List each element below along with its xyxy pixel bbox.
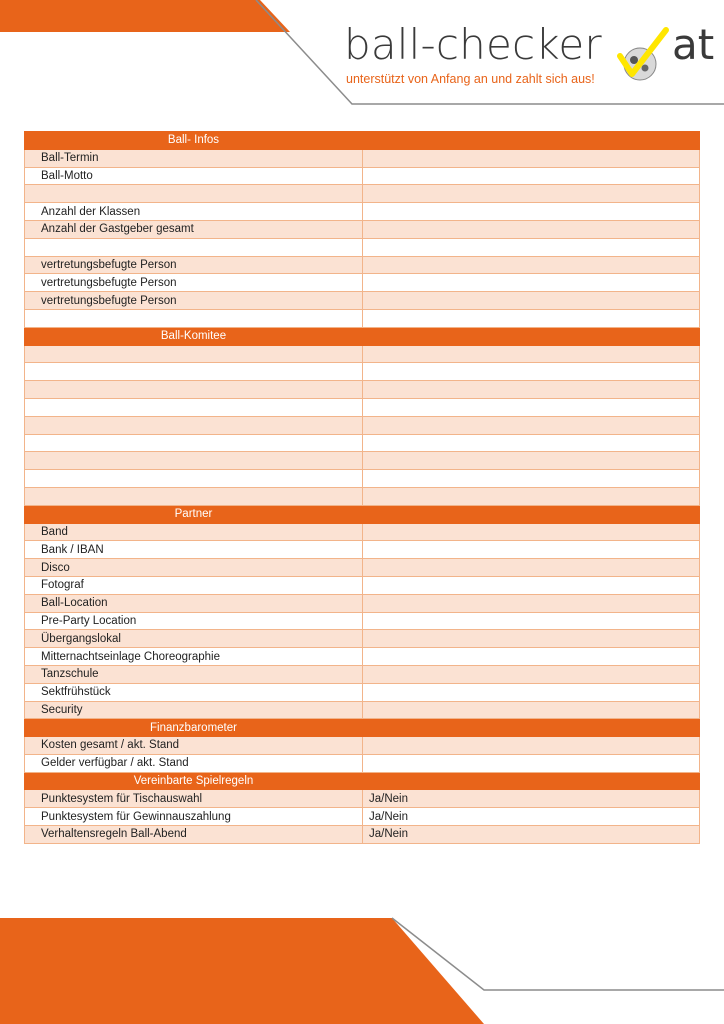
table-row: [25, 648, 700, 666]
table-row: [25, 345, 700, 363]
row-value-field[interactable]: [363, 737, 700, 755]
row-value-field[interactable]: [363, 434, 700, 452]
row-value-field[interactable]: [363, 167, 700, 185]
row-value-field[interactable]: Ja/Nein: [363, 826, 700, 844]
row-label: [25, 487, 363, 505]
section-header-blank: [363, 505, 700, 523]
row-value-field[interactable]: [363, 220, 700, 238]
row-label: Tanzschule: [25, 665, 363, 683]
row-label: Anzahl der Gastgeber gesamt: [25, 220, 363, 238]
section-title: Ball-Komitee: [25, 327, 363, 345]
table-row: [25, 416, 700, 434]
row-label: Disco: [25, 559, 363, 577]
table-row: [25, 185, 700, 203]
row-label: Mitternachtseinlage Choreographie: [25, 648, 363, 666]
table-row: [25, 292, 700, 310]
row-label: [25, 363, 363, 381]
row-label: Fotograf: [25, 576, 363, 594]
row-value-field[interactable]: [363, 523, 700, 541]
table-row: [25, 665, 700, 683]
row-label: [25, 238, 363, 256]
table-row: [25, 452, 700, 470]
row-label: Ball-Motto: [25, 167, 363, 185]
row-label: Punktesystem für Gewinnauszahlung: [25, 808, 363, 826]
row-value-field[interactable]: [363, 185, 700, 203]
row-value-field[interactable]: Ja/Nein: [363, 790, 700, 808]
row-value-field[interactable]: [363, 594, 700, 612]
table-row: [25, 630, 700, 648]
row-label: [25, 185, 363, 203]
row-value-field[interactable]: [363, 612, 700, 630]
section-header: [25, 327, 700, 345]
section-title: Finanzbarometer: [25, 719, 363, 737]
table-row: [25, 470, 700, 488]
table-row: [25, 238, 700, 256]
row-value-field[interactable]: [363, 256, 700, 274]
section-header: [25, 505, 700, 523]
row-value-field[interactable]: [363, 683, 700, 701]
row-label: Band: [25, 523, 363, 541]
table-row: [25, 790, 700, 808]
section-title: Partner: [25, 505, 363, 523]
table-row: [25, 541, 700, 559]
table-row: [25, 826, 700, 844]
section-header-blank: [363, 132, 700, 150]
row-value-field[interactable]: [363, 559, 700, 577]
row-label: Übergangslokal: [25, 630, 363, 648]
row-value-field[interactable]: [363, 238, 700, 256]
row-value-field[interactable]: [363, 416, 700, 434]
table-row: [25, 167, 700, 185]
row-value-field[interactable]: [363, 576, 700, 594]
table-row: [25, 754, 700, 772]
row-label: Security: [25, 701, 363, 719]
row-label: Ball-Termin: [25, 149, 363, 167]
row-label: [25, 309, 363, 327]
brand-name: ball-checker: [344, 20, 602, 69]
section-header-blank: [363, 719, 700, 737]
table-row: [25, 594, 700, 612]
top-left-orange-band: [0, 0, 290, 32]
table-row: [25, 309, 700, 327]
table-row: [25, 559, 700, 577]
row-label: Pre-Party Location: [25, 612, 363, 630]
section-title: Ball- Infos: [25, 132, 363, 150]
row-label: [25, 381, 363, 399]
row-value-field[interactable]: [363, 398, 700, 416]
table-row: [25, 808, 700, 826]
table-row: [25, 220, 700, 238]
table-row: [25, 576, 700, 594]
table-row: [25, 737, 700, 755]
row-label: Punktesystem für Tischauswahl: [25, 790, 363, 808]
section-title: Vereinbarte Spielregeln: [25, 772, 363, 790]
table-row: [25, 701, 700, 719]
table-row: [25, 363, 700, 381]
row-label: Ball-Location: [25, 594, 363, 612]
row-value-field[interactable]: [363, 452, 700, 470]
row-value-field[interactable]: [363, 648, 700, 666]
table-row: [25, 398, 700, 416]
row-label: Gelder verfügbar / akt. Stand: [25, 754, 363, 772]
row-value-field[interactable]: [363, 754, 700, 772]
row-label: [25, 345, 363, 363]
table-row: [25, 381, 700, 399]
row-value-field[interactable]: [363, 345, 700, 363]
brand-tagline: unterstützt von Anfang an und zahlt sich aus!: [346, 72, 595, 86]
table-row: [25, 256, 700, 274]
row-label: [25, 452, 363, 470]
row-value-field[interactable]: [363, 203, 700, 221]
row-label: [25, 470, 363, 488]
row-value-field[interactable]: [363, 292, 700, 310]
row-label: Kosten gesamt / akt. Stand: [25, 737, 363, 755]
row-value-field[interactable]: [363, 309, 700, 327]
table-row: [25, 203, 700, 221]
row-value-field[interactable]: [363, 470, 700, 488]
row-label: Bank / IBAN: [25, 541, 363, 559]
table-row: [25, 523, 700, 541]
section-header: [25, 719, 700, 737]
row-label: [25, 416, 363, 434]
row-value-field[interactable]: [363, 381, 700, 399]
table-row: [25, 487, 700, 505]
row-value-field[interactable]: [363, 487, 700, 505]
brand-tld: at: [672, 20, 715, 69]
ball-checklist-table: [24, 131, 700, 844]
row-label: Sektfrühstück: [25, 683, 363, 701]
row-value-field[interactable]: Ja/Nein: [363, 808, 700, 826]
row-value-field[interactable]: [363, 274, 700, 292]
row-value-field[interactable]: [363, 541, 700, 559]
row-label: [25, 434, 363, 452]
table-row: [25, 683, 700, 701]
section-header-blank: [363, 327, 700, 345]
row-label: [25, 398, 363, 416]
checkmark-ball-icon: [614, 26, 674, 86]
row-label: Verhaltensregeln Ball-Abend: [25, 826, 363, 844]
table-row: [25, 434, 700, 452]
table-row: [25, 612, 700, 630]
section-header: [25, 132, 700, 150]
row-value-field[interactable]: [363, 149, 700, 167]
table-row: [25, 149, 700, 167]
row-label: vertretungsbefugte Person: [25, 274, 363, 292]
row-label: vertretungsbefugte Person: [25, 292, 363, 310]
row-label: vertretungsbefugte Person: [25, 256, 363, 274]
row-label: Anzahl der Klassen: [25, 203, 363, 221]
table-row: [25, 274, 700, 292]
section-header-blank: [363, 772, 700, 790]
row-value-field[interactable]: [363, 665, 700, 683]
row-value-field[interactable]: [363, 701, 700, 719]
brand-logo: [344, 22, 716, 92]
section-header: [25, 772, 700, 790]
row-value-field[interactable]: [363, 363, 700, 381]
row-value-field[interactable]: [363, 630, 700, 648]
